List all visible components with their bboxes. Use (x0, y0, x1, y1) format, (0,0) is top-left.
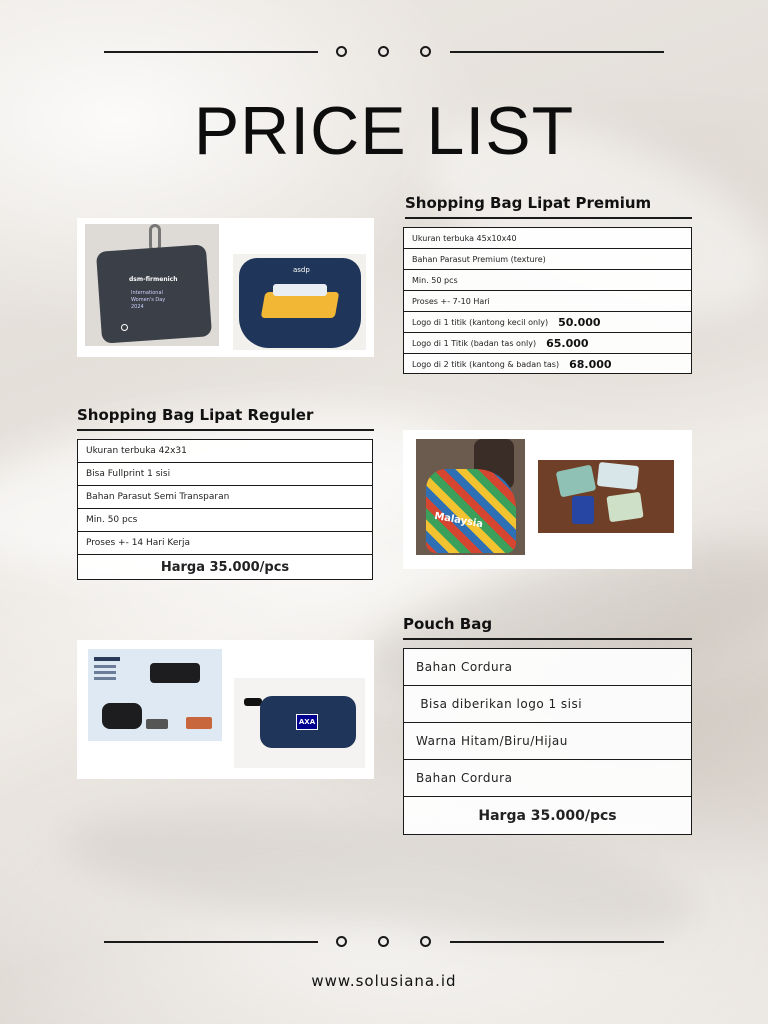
reguler-heading: Shopping Bag Lipat Reguler (77, 406, 374, 431)
pouch-row: Bahan Cordura (404, 649, 691, 686)
pouch-row: Warna Hitam/Biru/Hijau (404, 723, 691, 760)
axa-logo: AXA (296, 714, 318, 730)
premium-row: Logo di 2 titik (kantong & badan tas) 68.000 (412, 358, 612, 371)
premium-row: Min. 50 pcs (404, 270, 691, 291)
pouch-table (403, 648, 692, 835)
bottom-divider (104, 936, 664, 948)
reguler-photo-panel (403, 430, 692, 569)
premium-bag-photo: dsm-firmenich International Women's Day 2024 (85, 224, 219, 346)
website-url[interactable]: www.solusiana.id (311, 972, 457, 990)
premium-heading: Shopping Bag Lipat Premium (405, 194, 692, 219)
premium-table (403, 227, 692, 374)
reguler-table (77, 439, 373, 580)
pouch-price-total: Harga 35.000/pcs (478, 807, 617, 824)
reguler-row: Bisa Fullprint 1 sisi (78, 463, 372, 486)
reguler-price-total: Harga 35.000/pcs (160, 559, 290, 575)
premium-row: Ukuran terbuka 45x10x40 (404, 228, 691, 249)
pouch-photo-panel (77, 640, 374, 779)
premium-row: Logo di 1 titik (kantong kecil only) 50.000 (404, 312, 691, 333)
reguler-row: Ukuran terbuka 42x31 (78, 440, 372, 463)
premium-row: Proses +- 7-10 Hari (404, 291, 691, 312)
reguler-row: Proses +- 14 Hari Kerja (78, 532, 372, 555)
page-title: PRICE LIST (193, 93, 575, 169)
premium-photo-panel (77, 218, 374, 357)
reguler-folded-photo (538, 460, 674, 533)
premium-row: Logo di 1 Titik (badan tas only) 65.000 (404, 333, 691, 354)
reguler-row: Min. 50 pcs (78, 509, 372, 532)
price-label: 65.000 (546, 336, 589, 350)
pouch-row: Bisa diberikan logo 1 sisi (404, 686, 691, 723)
premium-row: Bahan Parasut Premium (texture) (404, 249, 691, 270)
pouch-heading: Pouch Bag (403, 615, 692, 640)
pouch-row: Bahan Cordura (404, 760, 691, 797)
pouch-spec-photo (88, 649, 222, 741)
reguler-row: Bahan Parasut Semi Transparan (78, 486, 372, 509)
reguler-bag-photo: Malaysia (416, 439, 525, 555)
pouch-navy-photo (234, 678, 365, 768)
price-label: 68.000 (569, 358, 612, 371)
top-divider (104, 46, 664, 58)
price-label: 50.000 (558, 315, 601, 329)
premium-tote-photo: asdp (233, 254, 366, 350)
